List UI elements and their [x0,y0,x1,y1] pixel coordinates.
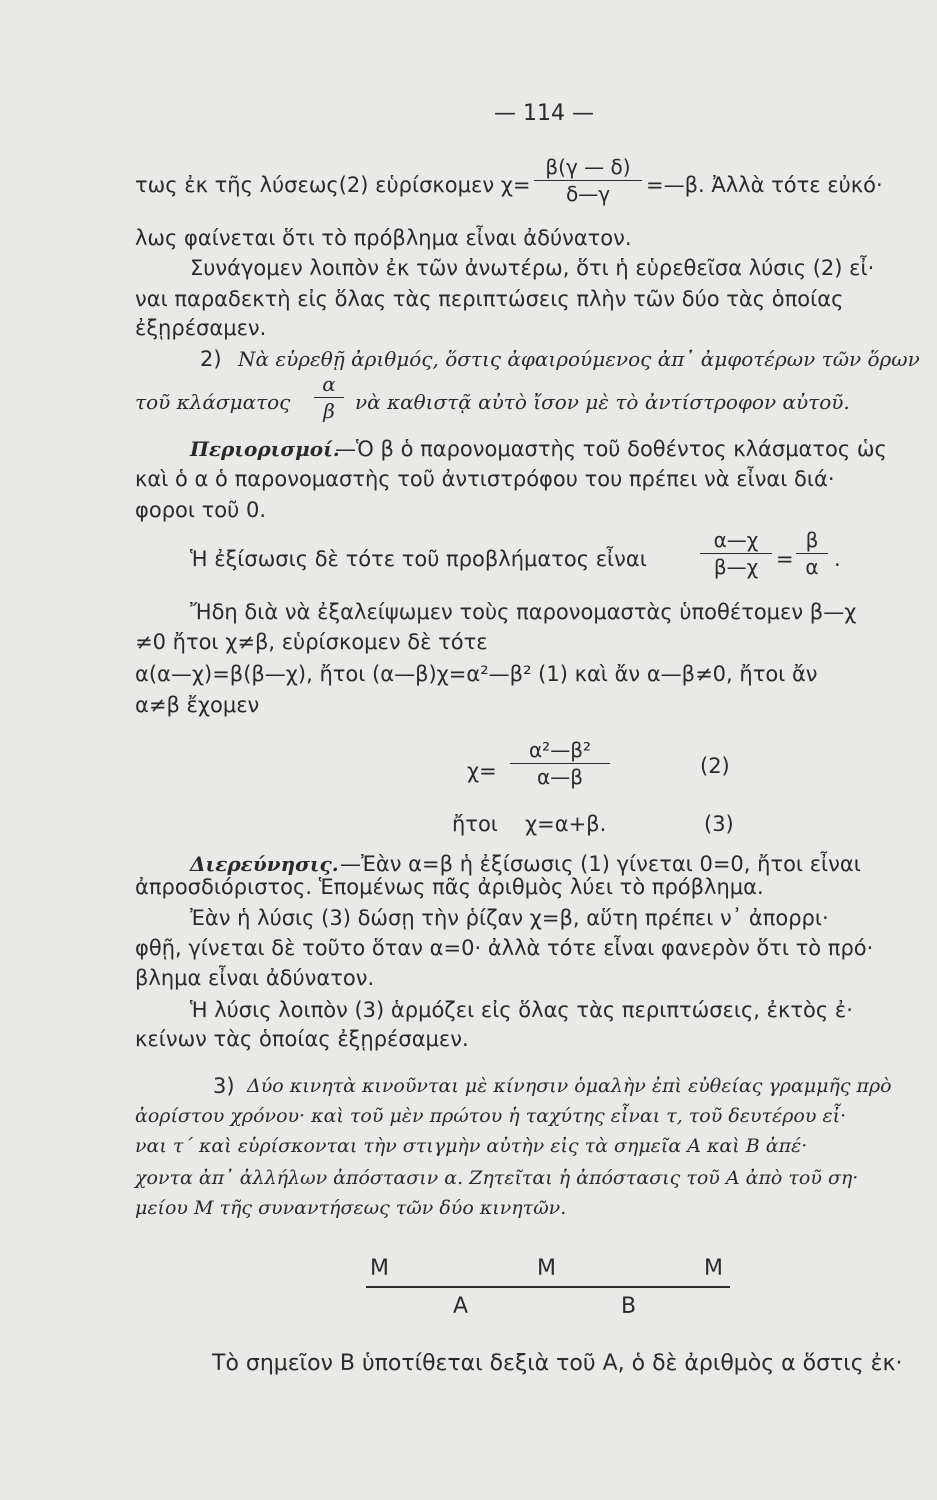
fraction-a-bar [314,397,344,398]
text-line-24: κείνων τὰς ὁποίας ἐξῃρέσαμεν. [135,1027,469,1051]
text-line-11-pre: Ἡ ἐξίσωσις δὲ τότε τοῦ προβλήματος εἶναι [190,547,647,571]
text-line-1-post: =—β. Ἀλλὰ τότε εὐκό· [646,173,883,197]
text-line-12: Ἤδη διὰ νὰ ἐξαλείψωμεν τοὺς παρονομαστὰς ὑποθέτομεν β—χ [190,600,857,624]
text-line-28: χοντα ἀπ᾿ ἀλλήλων ἀπόστασιν α. Ζητεῖται ἡ ἀπόστασις τοῦ Α ἀπὸ τοῦ ση· [135,1167,859,1189]
text-line-5: ἐξῃρέσαμεν. [135,316,267,340]
problem-2-text: Νὰ εὑρεθῇ ἀριθμός, ὅστις ἀφαιρούμενος ἀπ᾿ ἀμφοτέρων τῶν ὅρων [238,347,920,371]
fraction-eq-left-numerator: α—χ [713,528,759,552]
problem-3-number: 3) [213,1074,235,1098]
figure-label-m1: Μ [370,1256,389,1281]
page-number: — 114 — [494,101,594,126]
restrictions-title: Περιορισμοί. [190,437,340,461]
figure-label-a: Α [453,1294,469,1319]
problem-3-text: Δύο κινητὰ κινοῦνται μὲ κίνησιν ὁμαλὴν ἐπὶ εὐθείας γραμμῆς πρὸ [247,1075,892,1097]
figure-label-b: Β [621,1294,637,1319]
fraction-eq2 [510,738,610,789]
text-line-23: Ἡ λύσις λοιπὸν (3) ἁρμόζει εἰς ὅλας τὰς περιπτώσεις, ἐκτὸς ἐ· [190,998,853,1022]
text-line-4: ναι παραδεκτὴ εἰς ὅλας τὰς περιπτώσεις πλὴν τῶν δύο τὰς ὁποίας [135,287,844,311]
text-line-22: βλημα εἶναι ἀδύνατον. [135,966,375,990]
text-line-29: μείου Μ τῆς συναντήσεως τῶν δύο κινητῶν. [135,1197,567,1219]
eq3-pre: ἤτοι [452,812,498,836]
text-line-9: καὶ ὁ α ὁ παρονομαστὴς τοῦ ἀντιστρόφου του πρέπει νὰ εἶναι διά· [135,467,835,491]
text-line-14: α(α—χ)=β(β—χ), ἤτοι (α—β)χ=α²—β² (1) καὶ ἄν α—β≠0, ἤτοι ἄν [135,662,818,686]
text-line-21: φθῇ, γίνεται δὲ τοῦτο ὅταν α=0· ἀλλὰ τότε εἶναι φανερὸν ὅτι τὸ πρό· [135,936,874,960]
fraction-a-denominator: β [323,399,335,423]
fraction-eq-left-bar [700,553,772,554]
text-line-3: Συνάγομεν λοιπὸν ἐκ τῶν ἀνωτέρω, ὅτι ἡ εὑρεθεῖσα λύσις (2) εἶ· [190,256,875,280]
eq2-tag: (2) [700,754,730,778]
text-line-26: ἀορίστου χρόνου· καὶ τοῦ μὲν πρώτου ἡ ταχύτης εἶναι τ, τοῦ δευτέρου εἶ· [135,1105,847,1127]
fraction-eq2-denominator: α—β [537,765,583,789]
eq3-expr: χ=α+β. [525,812,607,836]
discussion-text: —Ἐὰν α=β ἡ ἐξίσωσις (1) γίνεται 0=0, ἤτοι εἶναι [340,852,861,876]
figure-line [366,1286,730,1288]
text-line-27: ναι τ΄ καὶ εὑρίσκονται τὴν στιγμὴν αὐτὴν εἰς τὰ σημεῖα Α καὶ Β ἀπέ· [135,1135,808,1157]
problem-2-number: 2) [200,347,222,371]
fraction-eq2-numerator: α²—β² [529,738,591,762]
fraction-1-bar [534,180,642,181]
text-line-7-post: νὰ καθιστᾷ αὐτὸ ἴσον μὲ τὸ ἀντίστροφον αὐτοῦ. [355,390,850,414]
eq2-lhs: χ= [467,759,497,783]
fraction-eq-right [796,528,828,579]
figure-label-m2: Μ [537,1256,556,1281]
fraction-eq-left-denominator: β—χ [713,555,759,579]
text-line-20: Ἐὰν ἡ λύσις (3) δώσῃ τὴν ῥίζαν χ=β, αὕτη πρέπει ν᾿ ἀπορρι· [190,906,829,930]
figure-label-m3: Μ [704,1256,723,1281]
discussion-title: Διερεύνησις. [190,852,339,876]
restrictions-text: —Ὁ β ὁ παρονομαστὴς τοῦ δοθέντος κλάσματος ὡς [335,437,887,461]
fraction-1 [534,155,642,206]
equals-sign: = [776,547,794,571]
text-line-30: Τὸ σημεῖον Β ὑποτίθεται δεξιὰ τοῦ Α, ὁ δὲ ἀριθμὸς α ὅστις ἐκ· [212,1351,903,1376]
eq3-tag: (3) [704,812,734,836]
text-line-13: ≠0 ἤτοι χ≠β, εὑρίσκομεν δὲ τότε [135,630,488,654]
text-line-1-pre: τως ἐκ τῆς λύσεως(2) εὑρίσκομεν χ= [135,173,531,197]
text-line-7-pre: τοῦ κλάσματος [135,390,291,414]
text-line-15: α≠β ἔχομεν [135,693,260,717]
fraction-eq-right-denominator: α [805,555,819,579]
fraction-a-numerator: α [322,372,336,396]
text-line-11-post: . [834,547,841,571]
fraction-1-numerator: β(γ — δ) [545,155,631,179]
fraction-eq-right-bar [796,553,828,554]
fraction-eq-right-numerator: β [805,528,819,552]
fraction-eq-left [700,528,772,579]
text-line-2: λως φαίνεται ὅτι τὸ πρόβλημα εἶναι ἀδύνατον. [135,226,632,250]
text-line-19: ἀπροσδιόριστος. Ἑπομένως πᾶς ἀριθμὸς λύει τὸ πρόβλημα. [135,875,764,899]
fraction-a-over-b [314,372,344,423]
fraction-eq2-bar [510,763,610,764]
fraction-1-denominator: δ—γ [565,182,611,206]
text-line-10: φοροι τοῦ 0. [135,498,267,522]
